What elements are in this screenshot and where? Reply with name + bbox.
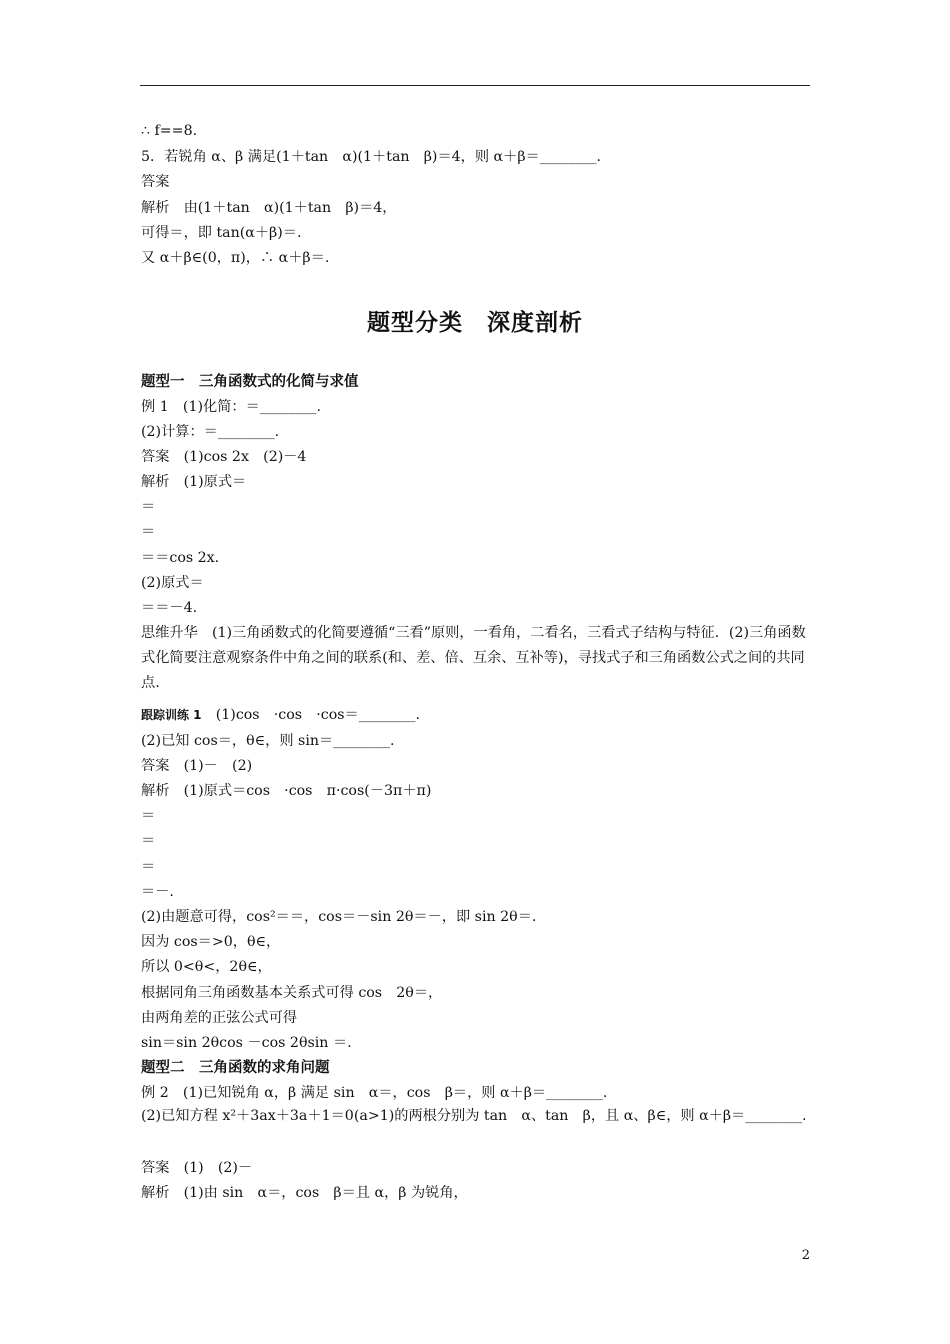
practice-label: 跟踪训练 1 (141, 708, 202, 722)
practice-1 (141, 705, 813, 725)
text-line: ＝ (141, 808, 156, 824)
text-line: ＝ (141, 524, 156, 540)
text-line: ∴ f==8. (141, 123, 198, 139)
text-line: (2)已知方程 x²＋3ax＋3a＋1＝0(a>1)的两根分别为 tan α、tan β，且 α、β∈，则 α＋β＝________. (141, 1108, 807, 1124)
text-line: (2)已知 cos＝，θ∈，则 sin＝________. (141, 733, 395, 749)
answer-line: 答案 (1)cos 2x (2)－4 (141, 449, 307, 465)
text-line: (2)由题意可得，cos²＝＝，cos＝－sin 2θ＝－，即 sin 2θ＝. (141, 909, 537, 925)
text-line: ＝ (141, 859, 156, 875)
problem-5: 5．若锐角 α、β 满足(1＋tan α)(1＋tan β)＝4，则 α＋β＝________. (141, 149, 601, 165)
text-line: 因为 cos＝>0，θ∈， (141, 934, 281, 950)
text-line: 根据同角三角函数基本关系式可得 cos 2θ＝， (141, 985, 443, 1001)
answer-label: 答案 (141, 174, 170, 190)
answer-line: 答案 (1) (2)－ (141, 1160, 253, 1176)
solution-line: 解析 (1)由 sin α＝，cos β＝且 α，β 为锐角， (141, 1185, 468, 1201)
thinking-summary: 思维升华 (1)三角函数式的化简要遵循“三看”原则，一看角，二看名，三看式子结构与特征．(2)三角函数式化简要注意观察条件中角之间的联系(和、差、倍、互余、互补等)，寻找式子和三角函数公式之间的共同点. (141, 625, 806, 691)
solution-line: 解析 (1)原式＝cos ·cos π·cos(－3π＋π) (141, 783, 432, 799)
text-line: ＝ (141, 499, 156, 515)
type-heading-1: 题型一 三角函数式的化简与求值 (141, 374, 359, 390)
text-line: 又 α＋β∈(0，π)，∴ α＋β＝. (141, 250, 330, 266)
text-line: 由两角差的正弦公式可得 (141, 1010, 298, 1026)
text-line: 所以 0<θ<，2θ∈， (141, 959, 272, 975)
text-line: ＝＝cos 2x. (141, 550, 220, 566)
example-1: 例 1 (1)化简：＝________. (141, 399, 322, 415)
text-line: sin＝sin 2θcos －cos 2θsin ＝. (141, 1035, 352, 1051)
solution-line: 解析 (1)原式＝ (141, 474, 247, 490)
section-title: 题型分类 深度剖析 (367, 310, 583, 336)
example-2: 例 2 (1)已知锐角 α，β 满足 sin α＝，cos β＝，则 α＋β＝________. (141, 1085, 608, 1101)
page-number: 2 (801, 1248, 810, 1263)
text-line: (2)计算：＝________. (141, 424, 280, 440)
solution-line: 解析 由(1＋tan α)(1＋tan β)＝4， (141, 200, 397, 216)
text-line: ＝ (141, 833, 156, 849)
header-rule (140, 85, 810, 86)
practice-text: (1)cos ·cos ·cos＝________. (201, 707, 420, 723)
type-heading-2: 题型二 三角函数的求角问题 (141, 1060, 330, 1076)
answer-line: 答案 (1)－ (2) (141, 758, 253, 774)
text-line: (2)原式＝ (141, 575, 204, 591)
text-line: 可得＝，即 tan(α＋β)＝. (141, 225, 302, 241)
text-line: ＝－. (141, 884, 174, 900)
text-line: ＝＝－4. (141, 600, 198, 616)
